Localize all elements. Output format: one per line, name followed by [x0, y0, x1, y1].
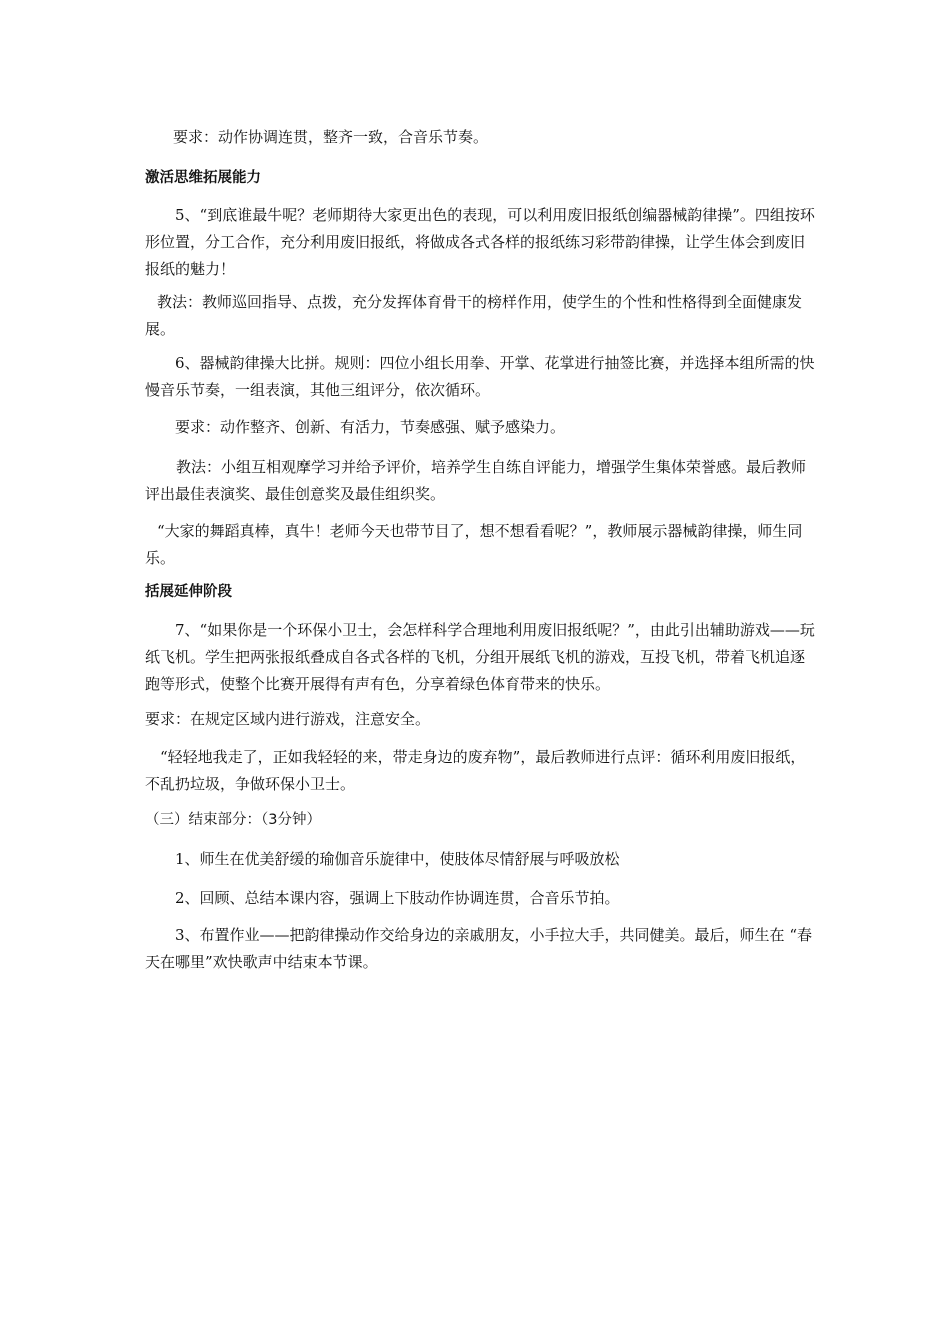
- requirement-paragraph-3: 要求：在规定区域内进行游戏，注意安全。: [145, 710, 431, 728]
- teacher-show-paragraph: “大家的舞蹈真棒，真牛！老师今天也带节目了，想不想看看呢？”，教师展示器械韵律操，师生同乐。: [145, 522, 803, 567]
- step-7-paragraph: 7、“如果你是一个环保小卫士，会怎样科学合理地利用废旧报纸呢？”，由此引出辅助游戏——玩纸飞机。学生把两张报纸叠成自各式各样的飞机，分组开展纸飞机的游戏，互投飞机，带着飞机追逐跑等形式，使整个比赛开展得有声有色，分享着绿色体育带来的快乐。: [145, 621, 815, 693]
- ending-item-2: 2、回顾、总结本课内容，强调上下肢动作协调连贯，合音乐节拍。: [175, 889, 620, 907]
- requirement-paragraph-2: 要求：动作整齐、创新、有活力，节奏感强、赋予感染力。: [175, 418, 566, 436]
- requirement-paragraph-1: 要求：动作协调连贯，整齐一致，合音乐节奏。: [173, 128, 489, 146]
- section-heading-extension: 括展延伸阶段: [145, 584, 232, 600]
- section-heading-activate-thinking: 激活思维拓展能力: [145, 170, 261, 186]
- closing-poem-paragraph: “轻轻地我走了，正如我轻轻的来，带走身边的废弃物”，最后教师进行点评：循环利用废旧报纸，不乱扔垃圾，争做环保小卫士。: [145, 748, 806, 793]
- method-paragraph-2: 教法：小组互相观摩学习并给予评价，培养学生自练自评能力，增强学生集体荣誉感。最后教师评出最佳表演奖、最佳创意奖及最佳组织奖。: [145, 458, 807, 503]
- step-5-paragraph: 5、“到底谁最牛呢？老师期待大家更出色的表现，可以利用废旧报纸创编器械韵律操”。四组按环形位置，分工合作，充分利用废旧报纸，将做成各式各样的报纸练习彩带韵律操，让学生体会到废旧报纸的魅力！: [145, 206, 815, 278]
- method-paragraph-1: 教法：教师巡回指导、点拨，充分发挥体育骨干的榜样作用，使学生的个性和性格得到全面健康发展。: [145, 293, 803, 338]
- step-6-paragraph: 6、器械韵律操大比拼。规则：四位小组长用拳、开掌、花掌进行抽签比赛，并选择本组所需的快慢音乐节奏，一组表演，其他三组评分，依次循环。: [145, 354, 815, 399]
- ending-item-1: 1、师生在优美舒缓的瑜伽音乐旋律中，使肢体尽情舒展与呼吸放松: [175, 850, 620, 868]
- ending-section-title: （三）结束部分：（3分钟）: [145, 812, 321, 828]
- ending-item-3: 3、布置作业——把韵律操动作交给身边的亲戚朋友，小手拉大手，共同健美。最后，师生在 “春天在哪里”欢快歌声中结束本节课。: [145, 926, 812, 971]
